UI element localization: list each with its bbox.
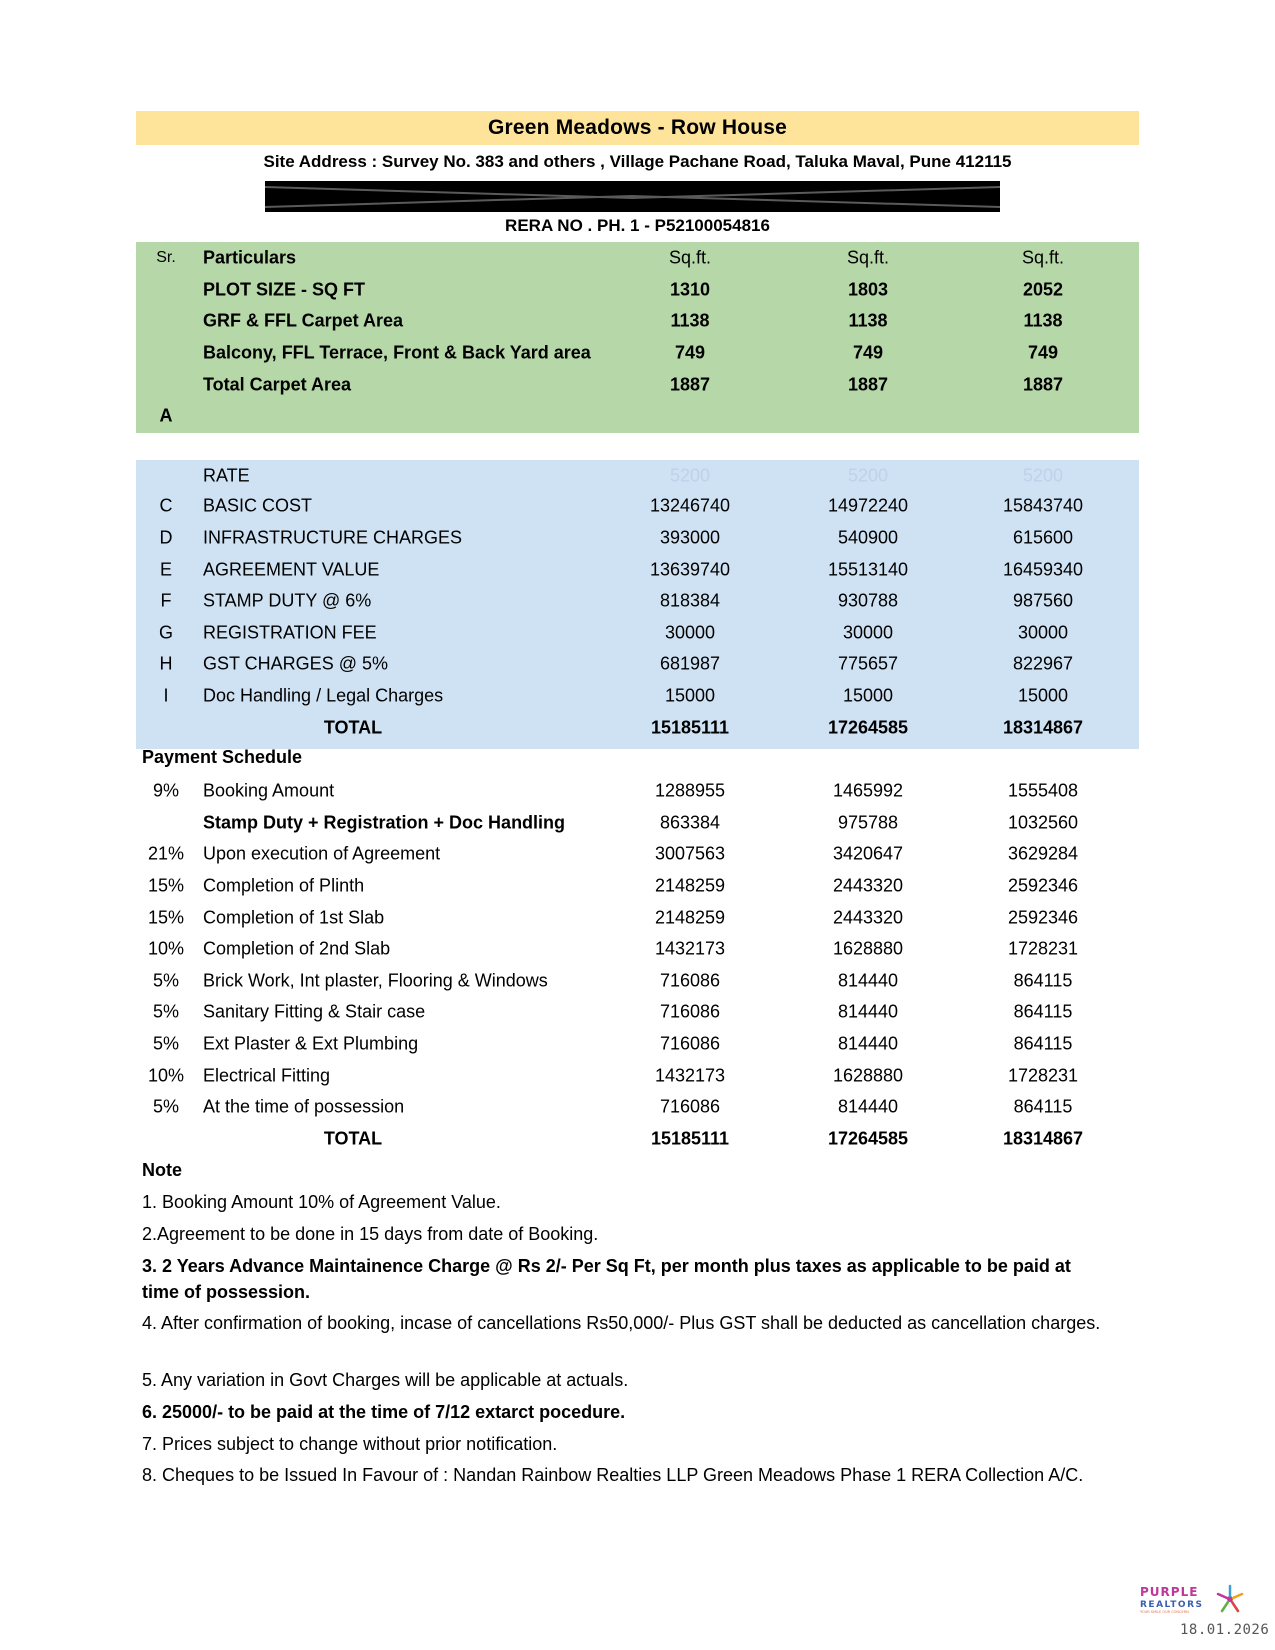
row-label: GRF & FFL Carpet Area (203, 310, 404, 331)
table-row (136, 585, 1139, 617)
row-label: RATE (203, 465, 250, 486)
row-label: Booking Amount (203, 780, 335, 801)
particulars-header: Particulars (203, 247, 297, 268)
row-percent: 5% (152, 1033, 179, 1054)
schedule-total-row (136, 1123, 1139, 1155)
note-item: 5. Any variation in Govt Charges will be applicable at actuals. (142, 1370, 629, 1390)
cost-total-row (136, 712, 1139, 744)
row-value: 15000 (842, 685, 894, 706)
total-value: 18314867 (1002, 717, 1084, 738)
row-value: 863384 (659, 812, 721, 833)
table-row (136, 522, 1139, 554)
row-percent: 15% (147, 907, 185, 928)
row-value: 814440 (837, 1033, 899, 1054)
note-item: 7. Prices subject to change without prior notification. (142, 1434, 558, 1454)
row-percent: 5% (152, 1001, 179, 1022)
row-value: 2592346 (1007, 875, 1079, 896)
row-percent: 5% (152, 1096, 179, 1117)
total-label: TOTAL (323, 717, 383, 738)
table-row (136, 807, 1139, 839)
row-value: 775657 (837, 653, 899, 674)
row-value: 681987 (659, 653, 721, 674)
note-item: 3. 2 Years Advance Maintainence Charge @ Rs 2/- Per Sq Ft, per month plus taxes as applicable to be paid at time of possession. (142, 1256, 1071, 1302)
table-row (136, 490, 1139, 522)
page-title: Green Meadows - Row House (487, 116, 788, 139)
table-row (136, 554, 1139, 586)
row-sr: C (159, 495, 173, 516)
row-value: 2148259 (654, 875, 726, 896)
row-value: 814440 (837, 1001, 899, 1022)
row-label: Balcony, FFL Terrace, Front & Back Yard area (203, 342, 591, 363)
row-value: 864115 (1013, 1033, 1073, 1054)
row-value: 30000 (1017, 622, 1069, 643)
row-value: 1138 (670, 310, 710, 331)
col2-header: Sq.ft. (846, 247, 890, 268)
logo-text-bottom: REALTORS (1140, 1600, 1204, 1610)
table-row (136, 305, 1139, 337)
row-percent: 10% (147, 938, 185, 959)
row-value: 30000 (664, 622, 716, 643)
row-label: Stamp Duty + Registration + Doc Handling (203, 812, 566, 833)
row-value: 975788 (837, 812, 899, 833)
total-label: TOTAL (323, 1128, 383, 1149)
row-value: 1555408 (1007, 780, 1079, 801)
row-value: 15513140 (827, 559, 909, 580)
row-label: PLOT SIZE - SQ FT (203, 279, 365, 300)
row-label: BASIC COST (203, 495, 313, 516)
table-row (136, 337, 1139, 369)
row-sr: A (159, 405, 173, 426)
row-value: 30000 (842, 622, 894, 643)
table-row (136, 996, 1139, 1028)
area-table-header (136, 242, 1139, 274)
row-sr: D (159, 527, 173, 548)
row-value: 1288955 (654, 780, 726, 801)
row-label: INFRASTRUCTURE CHARGES (203, 527, 463, 548)
row-value: 2052 (1022, 279, 1064, 300)
rate-value: 5200 (1022, 465, 1064, 486)
row-label: Electrical Fitting (203, 1065, 331, 1086)
row-value: 3629284 (1007, 843, 1079, 864)
row-label: Completion of Plinth (203, 875, 365, 896)
row-value: 716086 (659, 1001, 721, 1022)
row-value: 14972240 (827, 495, 909, 516)
row-label: Doc Handling / Legal Charges (203, 685, 444, 706)
row-value: 2148259 (654, 907, 726, 928)
row-value: 2443320 (832, 907, 904, 928)
table-row (136, 933, 1139, 965)
row-value: 15000 (664, 685, 716, 706)
row-value: 1628880 (832, 1065, 904, 1086)
row-value: 749 (674, 342, 706, 363)
table-row-rate (136, 460, 1139, 492)
row-value: 3007563 (654, 843, 726, 864)
site-address: Site Address : Survey No. 383 and others , Village Pachane Road, Taluka Maval, Pune 412115 (263, 152, 1012, 171)
row-sr: G (158, 622, 173, 643)
row-label: Upon execution of Agreement (203, 843, 441, 864)
row-value: 615600 (1012, 527, 1074, 548)
table-row (136, 400, 1139, 432)
row-label: GST CHARGES @ 5% (203, 653, 388, 674)
row-value: 930788 (837, 590, 899, 611)
row-value: 716086 (659, 970, 721, 991)
row-value: 1728231 (1007, 1065, 1079, 1086)
row-value: 540900 (837, 527, 899, 548)
table-row (136, 838, 1139, 870)
row-value: 3420647 (832, 843, 904, 864)
row-value: 1432173 (654, 938, 726, 959)
row-value: 1887 (847, 374, 889, 395)
table-row (136, 274, 1139, 306)
table-row (136, 870, 1139, 902)
row-value: 15000 (1017, 685, 1069, 706)
row-value: 1032560 (1007, 812, 1079, 833)
table-row (136, 1091, 1139, 1123)
logo-text-top: PURPLE (1140, 1585, 1199, 1599)
table-row (136, 775, 1139, 807)
row-label: STAMP DUTY @ 6% (203, 590, 372, 611)
note-item: 4. After confirmation of booking, incase of cancellations Rs50,000/- Plus GST shall be deducted as cancellation charges. (142, 1313, 1101, 1333)
logo-tagline: YOUR SMILE OUR CONCERN (1140, 1610, 1189, 1614)
table-row (136, 965, 1139, 997)
note-item: 6. 25000/- to be paid at the time of 7/12 extarct pocedure. (142, 1402, 626, 1422)
row-percent: 9% (152, 780, 179, 801)
row-value: 13639740 (649, 559, 731, 580)
row-value: 13246740 (649, 495, 731, 516)
table-row (136, 617, 1139, 649)
table-row (136, 369, 1139, 401)
row-value: 1432173 (654, 1065, 726, 1086)
row-label: Sanitary Fitting & Stair case (203, 1001, 426, 1022)
row-value: 2592346 (1007, 907, 1079, 928)
row-value: 716086 (659, 1033, 721, 1054)
print-date: 18.01.2026 (1180, 1622, 1270, 1638)
row-label: Ext Plaster & Ext Plumbing (203, 1033, 419, 1054)
payment-schedule-title: Payment Schedule (142, 747, 303, 767)
table-row (136, 902, 1139, 934)
row-sr: F (160, 590, 172, 611)
row-value: 749 (852, 342, 884, 363)
row-value: 1138 (1023, 310, 1063, 331)
row-label: Completion of 2nd Slab (203, 938, 391, 959)
row-percent: 5% (152, 970, 179, 991)
notes-title: Note (142, 1160, 182, 1180)
row-value: 393000 (659, 527, 721, 548)
row-value: 987560 (1012, 590, 1074, 611)
row-value: 1887 (669, 374, 711, 395)
row-percent: 15% (147, 875, 185, 896)
row-sr: E (159, 559, 172, 580)
note-item: 1. Booking Amount 10% of Agreement Value. (142, 1192, 501, 1212)
row-value: 814440 (837, 1096, 899, 1117)
row-sr: I (163, 685, 169, 706)
row-value: 864115 (1013, 970, 1073, 991)
row-label: REGISTRATION FEE (203, 622, 377, 643)
total-value: 18314867 (1002, 1128, 1084, 1149)
row-sr: H (159, 653, 173, 674)
rera-number: RERA NO . PH. 1 - P52100054816 (505, 216, 770, 235)
row-value: 749 (1027, 342, 1059, 363)
row-value: 822967 (1012, 653, 1074, 674)
table-row (136, 680, 1139, 712)
purple-realtors-logo (1140, 1582, 1250, 1618)
table-row (136, 648, 1139, 680)
row-value: 1628880 (832, 938, 904, 959)
row-percent: 10% (147, 1065, 185, 1086)
row-percent: 21% (147, 843, 185, 864)
total-value: 15185111 (650, 717, 730, 738)
note-item: 8. Cheques to be Issued In Favour of : Nandan Rainbow Realties LLP Green Meadows Phase 1 RERA Collection A/C. (142, 1465, 1084, 1485)
row-label: AGREEMENT VALUE (203, 559, 380, 580)
table-row (136, 1060, 1139, 1092)
row-label: Brick Work, Int plaster, Flooring & Windows (203, 970, 548, 991)
row-value: 1310 (669, 279, 711, 300)
row-label: Total Carpet Area (203, 374, 352, 395)
row-value: 1887 (1022, 374, 1064, 395)
note-item: 2.Agreement to be done in 15 days from date of Booking. (142, 1224, 599, 1244)
total-value: 17264585 (827, 1128, 909, 1149)
row-value: 1138 (848, 310, 888, 331)
rate-value: 5200 (669, 465, 711, 486)
row-value: 2443320 (832, 875, 904, 896)
table-row (136, 1028, 1139, 1060)
col3-header: Sq.ft. (1021, 247, 1065, 268)
row-value: 16459340 (1002, 559, 1084, 580)
row-label: Completion of 1st Slab (203, 907, 385, 928)
row-value: 818384 (659, 590, 721, 611)
row-label: At the time of possession (203, 1096, 405, 1117)
row-value: 15843740 (1002, 495, 1084, 516)
total-value: 15185111 (650, 1128, 730, 1149)
rate-value: 5200 (847, 465, 889, 486)
row-value: 864115 (1013, 1001, 1073, 1022)
row-value: 716086 (659, 1096, 721, 1117)
row-value: 1465992 (832, 780, 904, 801)
star-icon (1218, 1586, 1242, 1611)
row-value: 864115 (1013, 1096, 1073, 1117)
row-value: 814440 (837, 970, 899, 991)
row-value: 1803 (847, 279, 889, 300)
col1-header: Sq.ft. (668, 247, 712, 268)
title-band (136, 111, 1139, 145)
row-value: 1728231 (1007, 938, 1079, 959)
total-value: 17264585 (827, 717, 909, 738)
sr-header: Sr. (156, 248, 176, 266)
redacted-bar (265, 181, 1000, 212)
